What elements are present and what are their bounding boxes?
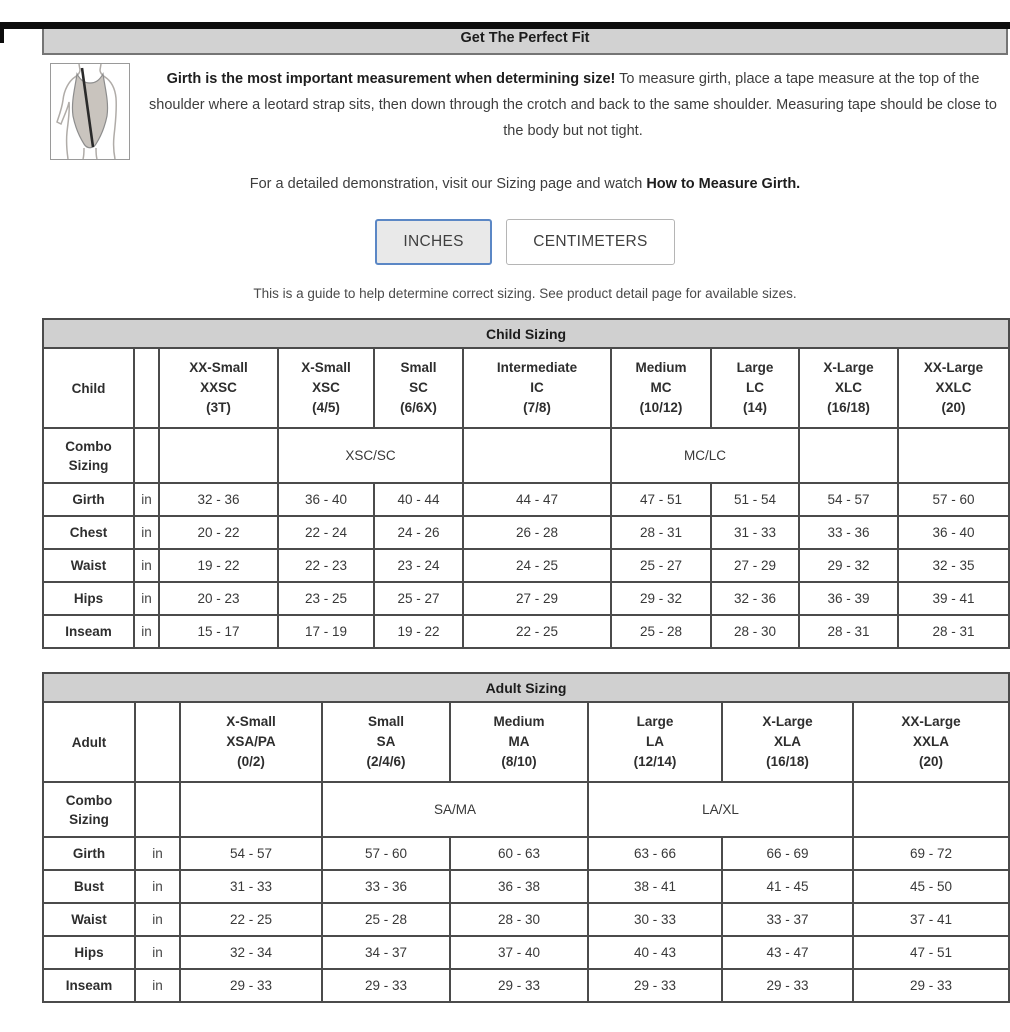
combo-size-cell: MC/LC: [611, 428, 799, 483]
measurement-label-cell: Hips: [43, 936, 135, 969]
size-value-cell: 19 - 22: [159, 549, 278, 582]
size-value-cell: 23 - 24: [374, 549, 463, 582]
combo-sizing-label-cell: Combo Sizing: [43, 782, 135, 837]
size-value-cell: 69 - 72: [853, 837, 1009, 870]
size-value-cell: 25 - 28: [322, 903, 450, 936]
measurement-label-cell: Chest: [43, 516, 134, 549]
size-value-cell: 32 - 36: [159, 483, 278, 516]
measurement-label-cell: Waist: [43, 549, 134, 582]
size-value-cell: 33 - 36: [322, 870, 450, 903]
column-header-cell: XX-Small XXSC (3T): [159, 348, 278, 428]
unit-cell: in: [134, 549, 159, 582]
column-header-cell: XX-Large XXLC (20): [898, 348, 1009, 428]
combo-sizing-row: [43, 428, 1009, 483]
size-value-cell: 43 - 47: [722, 936, 853, 969]
size-value-cell: 17 - 19: [278, 615, 374, 648]
size-value-cell: 66 - 69: [722, 837, 853, 870]
column-header-row: [43, 348, 1009, 428]
size-value-cell: 39 - 41: [898, 582, 1009, 615]
centimeters-button[interactable]: CENTIMETERS: [506, 219, 674, 265]
size-value-cell: 38 - 41: [588, 870, 722, 903]
column-header-cell: X-Large XLC (16/18): [799, 348, 898, 428]
size-value-cell: 27 - 29: [463, 582, 611, 615]
combo-size-cell: [853, 782, 1009, 837]
size-value-cell: 31 - 33: [180, 870, 322, 903]
column-header-cell: Small SA (2/4/6): [322, 702, 450, 782]
combo-size-cell: [180, 782, 322, 837]
size-value-cell: 54 - 57: [799, 483, 898, 516]
column-header-cell: Large LA (12/14): [588, 702, 722, 782]
how-to-measure-girth-label: How to Measure Girth.: [646, 176, 801, 192]
size-value-cell: 25 - 28: [611, 615, 711, 648]
unit-cell: [134, 428, 159, 483]
combo-size-cell: [463, 428, 611, 483]
screenshot-top-edge: [0, 22, 1010, 29]
column-header-cell: Intermediate IC (7/8): [463, 348, 611, 428]
size-value-cell: 25 - 27: [611, 549, 711, 582]
size-value-cell: 37 - 40: [450, 936, 588, 969]
size-value-cell: 22 - 25: [463, 615, 611, 648]
size-value-cell: 31 - 33: [711, 516, 799, 549]
size-value-cell: 27 - 29: [711, 549, 799, 582]
measurement-label-cell: Girth: [43, 837, 135, 870]
size-value-cell: 22 - 24: [278, 516, 374, 549]
page-content: [42, 22, 1008, 1003]
screenshot-left-edge: [0, 22, 4, 43]
size-value-cell: 44 - 47: [463, 483, 611, 516]
adult-sizing-table-wrap: [42, 672, 1008, 1003]
measurement-row: [43, 903, 1009, 936]
measurement-row: [43, 870, 1009, 903]
size-value-cell: 29 - 33: [588, 969, 722, 1002]
size-value-cell: 32 - 35: [898, 549, 1009, 582]
measurement-label-cell: Waist: [43, 903, 135, 936]
measurement-row: [43, 549, 1009, 582]
size-value-cell: 32 - 36: [711, 582, 799, 615]
size-value-cell: 29 - 33: [722, 969, 853, 1002]
measurement-row: [43, 582, 1009, 615]
girth-instructions-body: To measure girth, place a tape measure at the top of the shoulder where a leotard strap sits, then down through the crotch and back to the same shoulder. Measuring tape should be close to the body but not tight.: [149, 71, 997, 139]
size-value-cell: 15 - 17: [159, 615, 278, 648]
unit-cell: in: [135, 969, 180, 1002]
size-value-cell: 22 - 25: [180, 903, 322, 936]
size-value-cell: 63 - 66: [588, 837, 722, 870]
size-value-cell: 41 - 45: [722, 870, 853, 903]
size-value-cell: 57 - 60: [322, 837, 450, 870]
combo-size-cell: [799, 428, 898, 483]
child-sizing-table-wrap: [42, 318, 1008, 649]
section-title: Child Sizing: [43, 319, 1009, 348]
size-value-cell: 29 - 33: [450, 969, 588, 1002]
size-value-cell: 25 - 27: [374, 582, 463, 615]
column-header-cell: X-Small XSC (4/5): [278, 348, 374, 428]
unit-header-cell: [134, 348, 159, 428]
column-header-cell: XX-Large XXLA (20): [853, 702, 1009, 782]
measurement-label-cell: Girth: [43, 483, 134, 516]
size-value-cell: 29 - 32: [611, 582, 711, 615]
combo-sizing-label-cell: Combo Sizing: [43, 428, 134, 483]
unit-cell: [135, 782, 180, 837]
measurement-label-cell: Bust: [43, 870, 135, 903]
size-value-cell: 28 - 31: [799, 615, 898, 648]
section-title: Adult Sizing: [43, 673, 1009, 702]
unit-cell: in: [134, 582, 159, 615]
size-value-cell: 20 - 22: [159, 516, 278, 549]
size-value-cell: 36 - 38: [450, 870, 588, 903]
measurement-row: [43, 936, 1009, 969]
inches-button[interactable]: INCHES: [375, 219, 491, 265]
unit-cell: in: [135, 837, 180, 870]
unit-toggle: [42, 219, 1008, 265]
unit-cell: in: [135, 936, 180, 969]
girth-instructions: [130, 63, 1008, 144]
group-label-cell: Adult: [43, 702, 135, 782]
size-value-cell: 26 - 28: [463, 516, 611, 549]
size-value-cell: 29 - 33: [322, 969, 450, 1002]
combo-size-cell: [898, 428, 1009, 483]
size-value-cell: 30 - 33: [588, 903, 722, 936]
size-value-cell: 37 - 41: [853, 903, 1009, 936]
leotard-girth-diagram-icon: [50, 63, 130, 160]
measurement-row: [43, 615, 1009, 648]
size-value-cell: 40 - 44: [374, 483, 463, 516]
column-header-cell: Small SC (6/6X): [374, 348, 463, 428]
column-header-cell: Medium MA (8/10): [450, 702, 588, 782]
size-value-cell: 47 - 51: [611, 483, 711, 516]
page-title: Get The Perfect Fit: [42, 22, 1008, 55]
group-label-cell: Child: [43, 348, 134, 428]
unit-cell: in: [135, 870, 180, 903]
size-value-cell: 33 - 37: [722, 903, 853, 936]
size-value-cell: 33 - 36: [799, 516, 898, 549]
measurement-label-cell: Hips: [43, 582, 134, 615]
adult-sizing-table: [42, 672, 1010, 1003]
sizing-guide-note: This is a guide to help determine correct sizing. See product detail page for available sizes.: [253, 286, 797, 301]
column-header-cell: Large LC (14): [711, 348, 799, 428]
size-value-cell: 29 - 33: [180, 969, 322, 1002]
measurement-row: [43, 483, 1009, 516]
unit-cell: in: [135, 903, 180, 936]
child-sizing-table: [42, 318, 1010, 649]
size-value-cell: 24 - 25: [463, 549, 611, 582]
size-value-cell: 57 - 60: [898, 483, 1009, 516]
size-value-cell: 47 - 51: [853, 936, 1009, 969]
size-value-cell: 19 - 22: [374, 615, 463, 648]
section-title-row: [43, 319, 1009, 348]
size-value-cell: 60 - 63: [450, 837, 588, 870]
combo-size-cell: SA/MA: [322, 782, 588, 837]
size-value-cell: 29 - 33: [853, 969, 1009, 1002]
size-value-cell: 45 - 50: [853, 870, 1009, 903]
size-value-cell: 32 - 34: [180, 936, 322, 969]
size-value-cell: 28 - 31: [898, 615, 1009, 648]
column-header-cell: Medium MC (10/12): [611, 348, 711, 428]
measurement-row: [43, 969, 1009, 1002]
combo-size-cell: [159, 428, 278, 483]
size-value-cell: 28 - 30: [450, 903, 588, 936]
size-value-cell: 20 - 23: [159, 582, 278, 615]
intro-section: [42, 63, 1008, 160]
unit-cell: in: [134, 516, 159, 549]
measurement-label-cell: Inseam: [43, 969, 135, 1002]
unit-cell: in: [134, 615, 159, 648]
size-value-cell: 28 - 30: [711, 615, 799, 648]
sizing-demo-note: [42, 176, 1008, 192]
unit-header-cell: [135, 702, 180, 782]
combo-sizing-row: [43, 782, 1009, 837]
unit-cell: in: [134, 483, 159, 516]
size-value-cell: 51 - 54: [711, 483, 799, 516]
size-value-cell: 54 - 57: [180, 837, 322, 870]
size-value-cell: 22 - 23: [278, 549, 374, 582]
size-value-cell: 36 - 40: [898, 516, 1009, 549]
size-value-cell: 34 - 37: [322, 936, 450, 969]
column-header-cell: X-Large XLA (16/18): [722, 702, 853, 782]
size-value-cell: 36 - 39: [799, 582, 898, 615]
size-value-cell: 28 - 31: [611, 516, 711, 549]
size-value-cell: 24 - 26: [374, 516, 463, 549]
size-value-cell: 36 - 40: [278, 483, 374, 516]
size-value-cell: 29 - 32: [799, 549, 898, 582]
section-title-row: [43, 673, 1009, 702]
measurement-row: [43, 516, 1009, 549]
measurement-row: [43, 837, 1009, 870]
sizing-demo-text: For a detailed demonstration, visit our Sizing page and watch: [249, 176, 647, 192]
column-header-cell: X-Small XSA/PA (0/2): [180, 702, 322, 782]
column-header-row: [43, 702, 1009, 782]
measurement-label-cell: Inseam: [43, 615, 134, 648]
size-value-cell: 23 - 25: [278, 582, 374, 615]
combo-size-cell: LA/XL: [588, 782, 853, 837]
girth-instructions-lead: Girth is the most important measurement when determining size!: [166, 71, 616, 87]
combo-size-cell: XSC/SC: [278, 428, 463, 483]
size-value-cell: 40 - 43: [588, 936, 722, 969]
